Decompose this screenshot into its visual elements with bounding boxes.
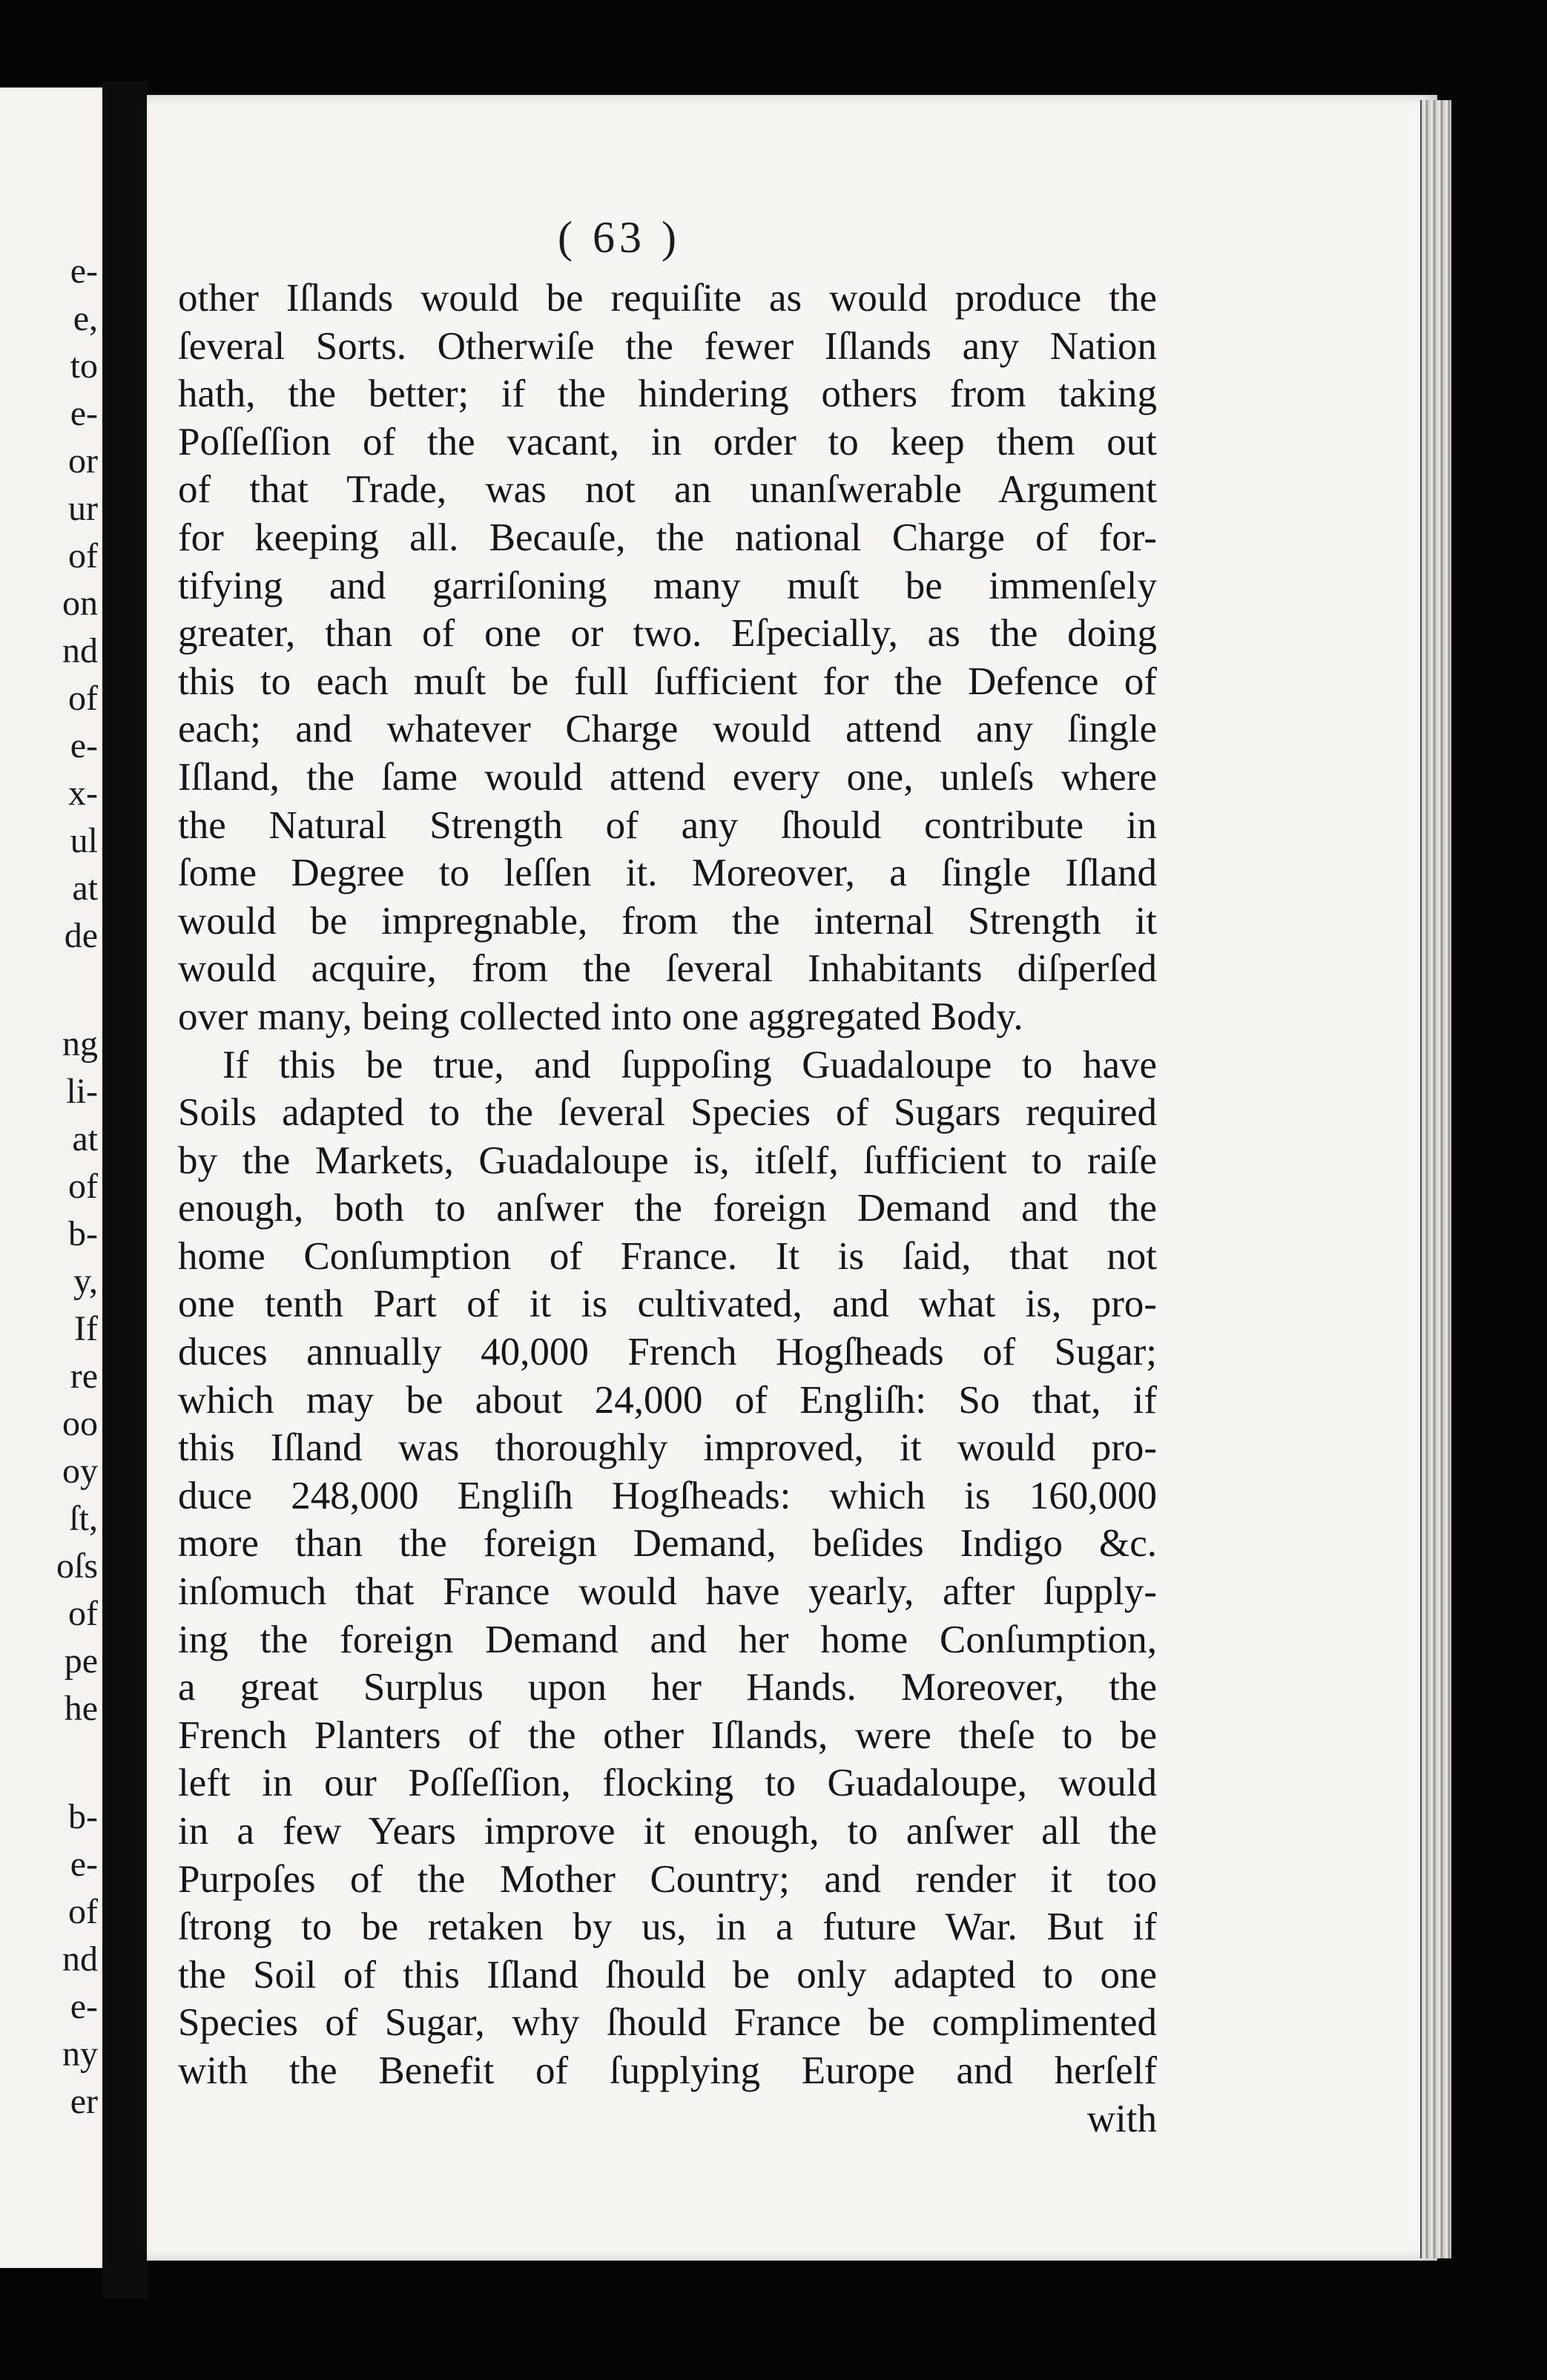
text-line: which may be about 24,000 of Engliſh: So that, if: [178, 1378, 1157, 1422]
text-line: tifying and garriſoning many muſt be immenſely: [178, 564, 1157, 607]
text-line: a great Surplus upon her Hands. Moreover, the: [178, 1666, 1157, 1710]
left-page-line: x-: [68, 774, 98, 813]
page-edges: [1420, 100, 1451, 2258]
left-page-line: ur: [68, 489, 98, 528]
page-number: ( 63 ): [558, 213, 681, 262]
left-page-line: to: [70, 346, 98, 386]
left-page-line: ſt,: [69, 1499, 98, 1538]
text-line: Poſſeſſion of the vacant, in order to keep them out: [178, 420, 1157, 464]
text-line: ſtrong to be retaken by us, in a future War. But if: [178, 1905, 1157, 1949]
text-line: Soils adapted to the ſeveral Species of Sugars required: [178, 1091, 1157, 1135]
left-page-line: b-: [68, 1797, 98, 1836]
left-page-line: nd: [62, 631, 98, 670]
left-page-line: e-: [70, 1987, 98, 2026]
text-line: over many, being collected into one aggregated Body.: [178, 995, 1023, 1038]
text-line: would be impregnable, from the internal Strength it: [178, 899, 1157, 943]
text-line: one tenth Part of it is cultivated, and what is, pro-: [178, 1282, 1157, 1326]
text-line: for keeping all. Becauſe, the national Charge of for-: [178, 515, 1157, 559]
left-page-line: or: [68, 441, 98, 481]
left-page-line: nd: [62, 1939, 98, 1979]
left-page-line: of: [68, 536, 98, 576]
left-page-line: oy: [62, 1451, 98, 1491]
text-line: ſeveral Sorts. Otherwiſe the fewer Iſlands any Nation: [178, 324, 1157, 368]
text-line: the Soil of this Iſland ſhould be only adapted to one: [178, 1953, 1157, 1997]
left-page-line: de: [64, 916, 98, 955]
text-line: would acquire, from the ſeveral Inhabitants diſperſed: [178, 947, 1157, 991]
left-page-line: oſs: [56, 1546, 98, 1586]
left-page-line: ng: [62, 1024, 98, 1064]
left-page-line: e-: [70, 251, 98, 291]
text-line: of that Trade, was not an unanſwerable Argument: [178, 468, 1157, 512]
left-page-line: on: [62, 584, 98, 623]
left-page-line: at: [72, 868, 98, 908]
text-line: each; and whatever Charge would attend any ſingle: [178, 708, 1157, 751]
text-line: enough, both to anſwer the foreign Demand and the: [178, 1187, 1157, 1230]
text-line: greater, than of one or two. Eſpecially, as the doing: [178, 612, 1157, 656]
left-page-line: er: [70, 2082, 98, 2121]
text-line: home Conſumption of France. It is ſaid, that not: [178, 1234, 1157, 1278]
left-page-line: oo: [62, 1404, 98, 1443]
left-page-line: re: [70, 1357, 98, 1396]
text-line: Species of Sugar, why ſhould France be complimented: [178, 2001, 1157, 2045]
left-page-line: b-: [68, 1214, 98, 1253]
left-page-line: of: [68, 1892, 98, 1931]
text-line: Purpoſes of the Mother Country; and render it too: [178, 1857, 1157, 1901]
text-line: with the Benefit of ſupplying Europe and herſelf: [178, 2048, 1157, 2092]
left-page-line: li-: [66, 1072, 98, 1111]
left-page-line: ul: [70, 821, 98, 860]
left-page-line: e-: [70, 726, 98, 765]
text-line: duce 248,000 Engliſh Hogſheads: which is 160,000: [178, 1474, 1157, 1517]
text-line: ing the foreign Demand and her home Conſumption,: [178, 1618, 1157, 1661]
book-gutter: [102, 82, 148, 2299]
catchword: with: [1086, 2097, 1157, 2140]
text-line: by the Markets, Guadaloupe is, itſelf, ſufficient to raiſe: [178, 1138, 1157, 1182]
left-page-line: of: [68, 1594, 98, 1633]
left-page-line: ny: [62, 2034, 98, 2074]
left-page-line: of: [68, 679, 98, 718]
text-line: this to each muſt be full ſufficient for the Defence of: [178, 659, 1157, 703]
text-line: the Natural Strength of any ſhould contribute in: [178, 803, 1157, 847]
text-line: Iſland, the ſame would attend every one, unleſs where: [178, 755, 1157, 799]
text-line: left in our Poſſeſſion, flocking to Guadaloupe, would: [178, 1761, 1157, 1805]
text-line: If this be true, and ſuppoſing Guadaloupe to have: [222, 1043, 1157, 1087]
left-page-line: y,: [73, 1262, 98, 1301]
text-line: in a few Years improve it enough, to anſwer all the: [178, 1810, 1157, 1853]
left-page-line: of: [68, 1167, 98, 1206]
text-line: duces annually 40,000 French Hogſheads of Sugar;: [178, 1331, 1157, 1374]
text-line: ſome Degree to leſſen it. Moreover, a ſingle Iſland: [178, 851, 1157, 895]
left-page-line: pe: [64, 1641, 98, 1681]
text-line: this Iſland was thoroughly improved, it would pro-: [178, 1426, 1157, 1470]
body-text: [178, 274, 1157, 2143]
text-line: French Planters of the other Iſlands, were theſe to be: [178, 1713, 1157, 1757]
text-line: hath, the better; if the hindering others from taking: [178, 372, 1157, 416]
text-line: other Iſlands would be requiſite as would produce the: [178, 277, 1157, 320]
left-page-line: If: [74, 1309, 98, 1348]
left-page-line: e-: [70, 1845, 98, 1884]
text-line: inſomuch that France would have yearly, after ſupply-: [178, 1570, 1157, 1614]
left-page-line: he: [64, 1689, 98, 1728]
text-line: more than the foreign Demand, beſides Indigo &c.: [178, 1522, 1157, 1566]
left-page-line: e-: [70, 394, 98, 433]
left-page-line: e,: [73, 299, 98, 338]
left-page-line: at: [72, 1119, 98, 1158]
left-page-fragment: [0, 88, 104, 2268]
